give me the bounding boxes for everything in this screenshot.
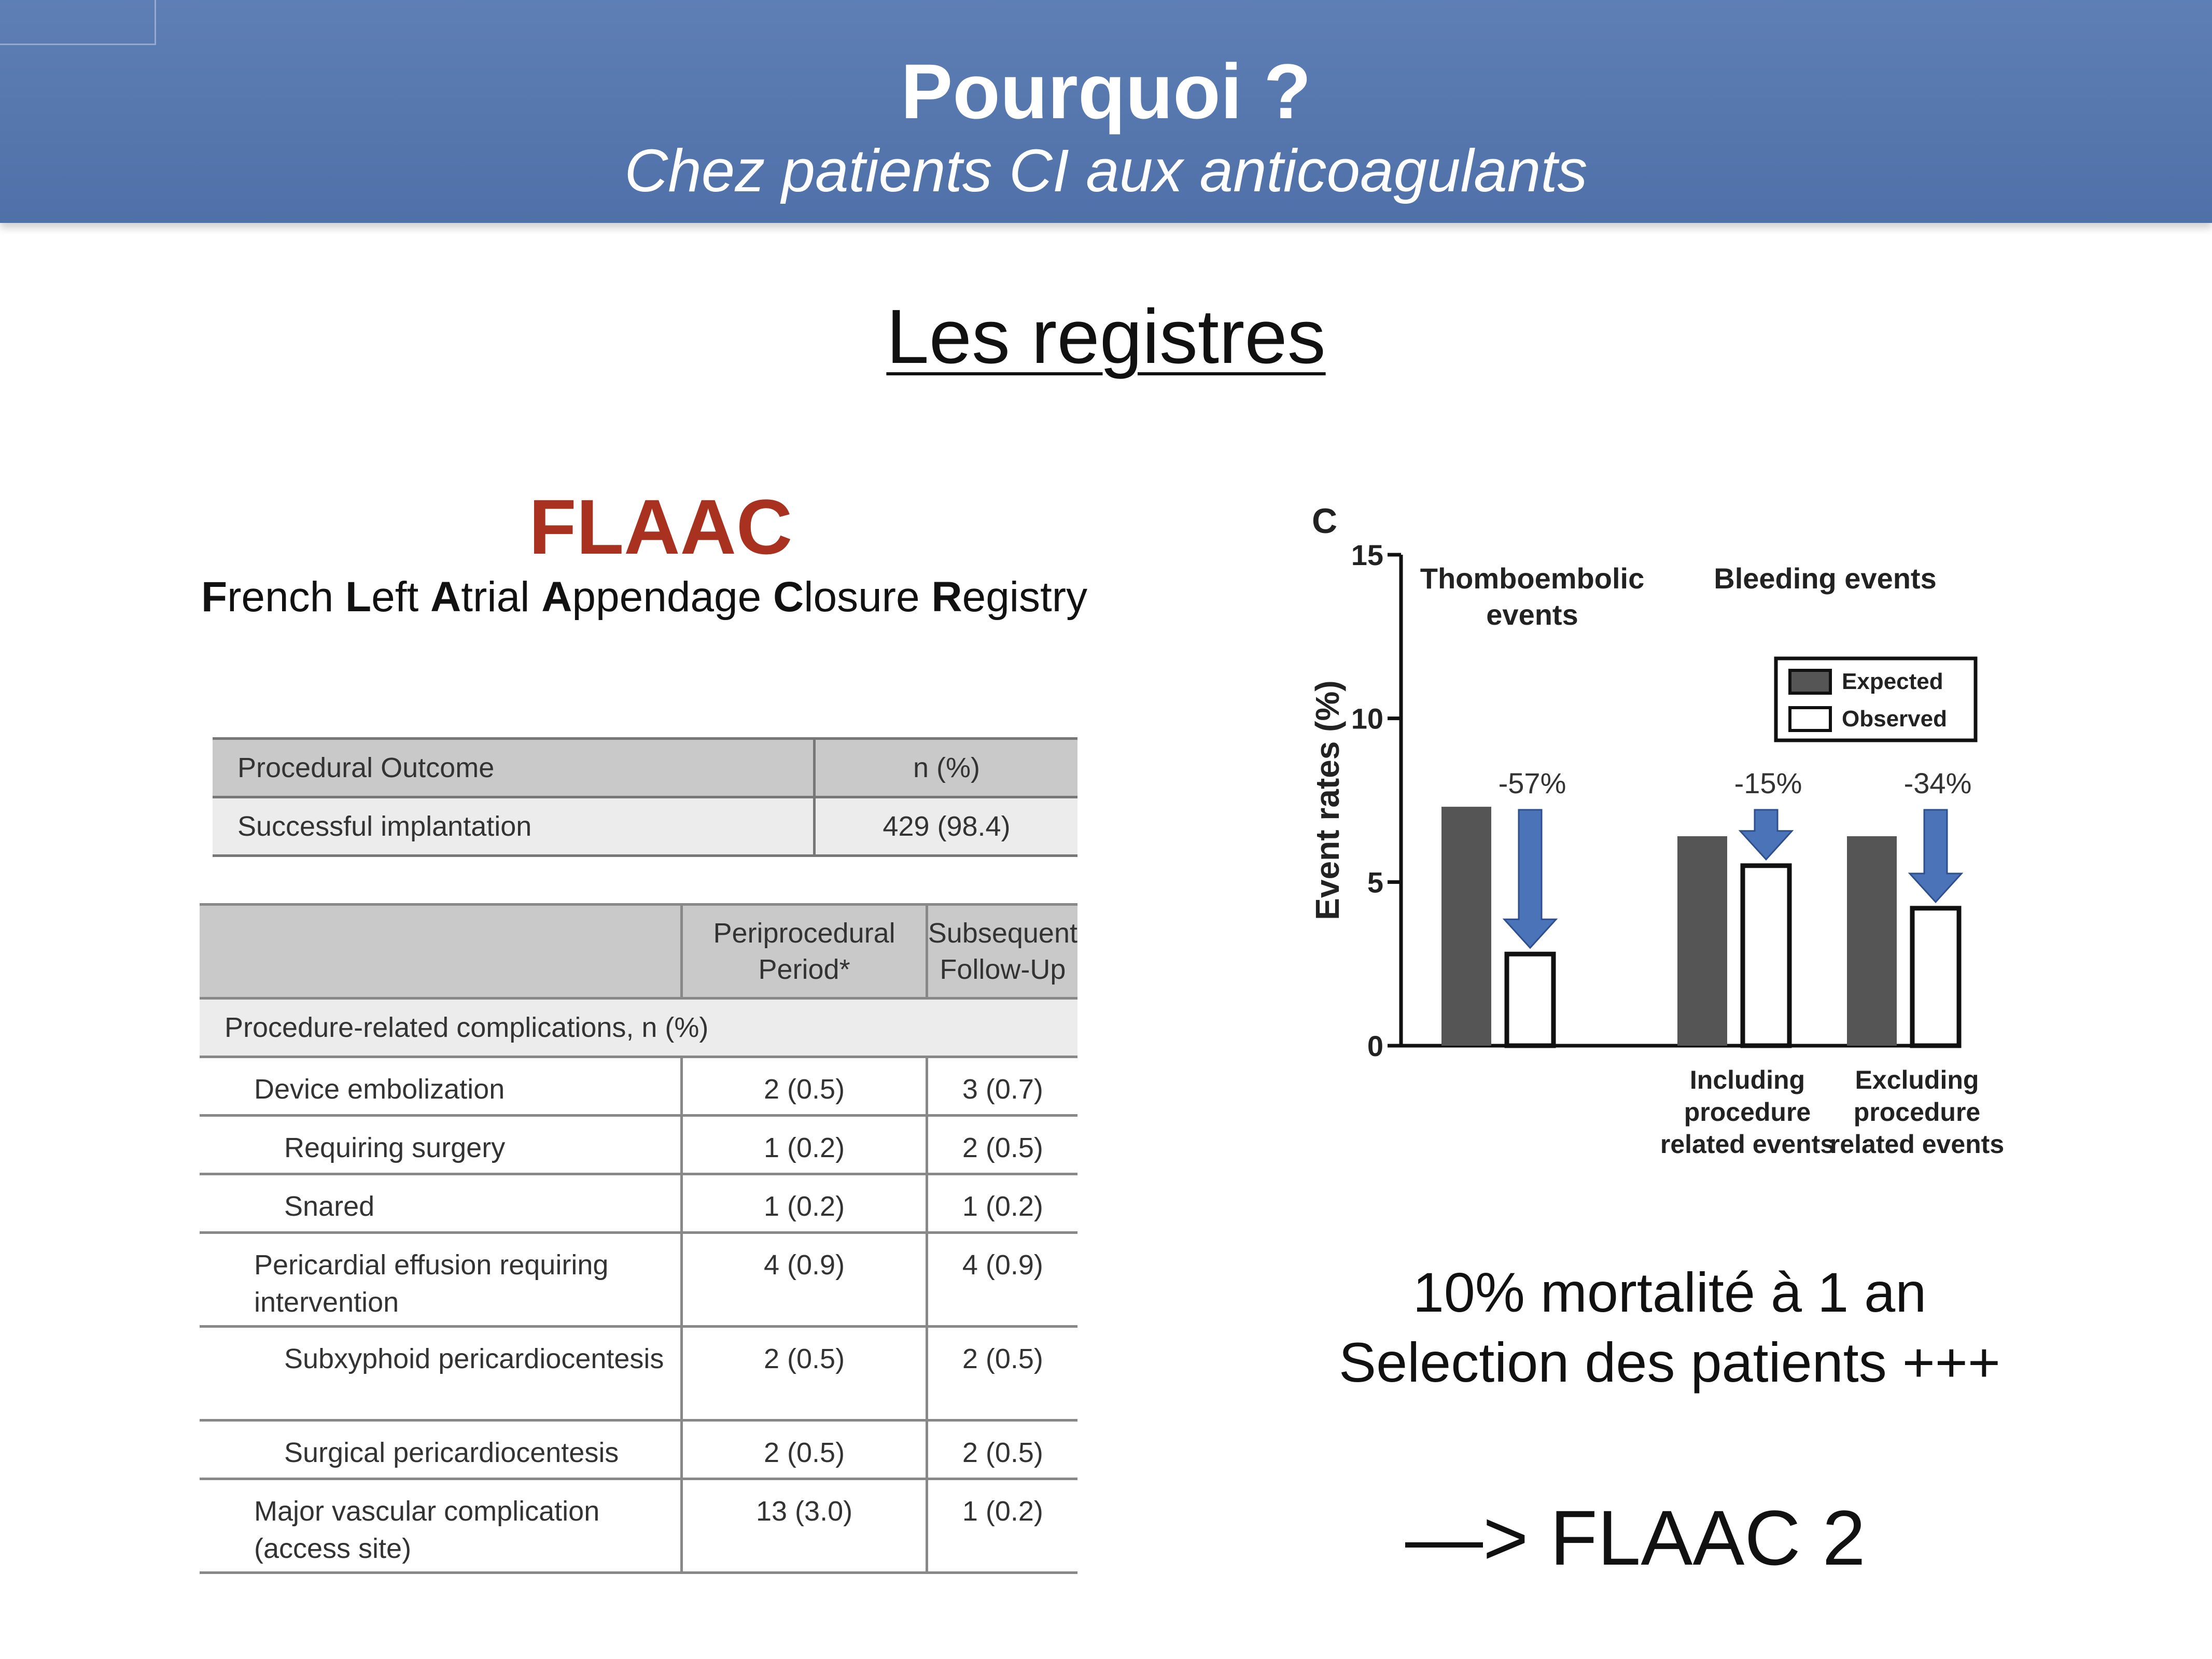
flaac-expansion xyxy=(201,573,1087,622)
y-tick-label: 5 xyxy=(1367,866,1383,899)
reduction-arrow xyxy=(1504,810,1556,948)
table-row xyxy=(200,1479,1077,1573)
periprocedural-value: 2 (0.5) xyxy=(682,1327,927,1421)
bar-expected xyxy=(1677,836,1727,1046)
table-header-row xyxy=(200,905,1077,999)
chart-svg xyxy=(1291,498,2017,1172)
header-cell xyxy=(200,905,682,999)
table-row xyxy=(200,1116,1077,1174)
next-study-note: —> FLAAC 2 xyxy=(1405,1494,1866,1581)
followup-value: 3 (0.7) xyxy=(927,1057,1077,1116)
header-cell xyxy=(682,905,927,999)
table-header-row xyxy=(213,739,1077,797)
initial: A xyxy=(430,573,461,621)
periprocedural-value: 13 (3.0) xyxy=(682,1479,927,1573)
x-category-label: Including procedure related events xyxy=(1660,1065,1835,1159)
word-rest: egistry xyxy=(962,573,1088,621)
periprocedural-value: 1 (0.2) xyxy=(682,1174,927,1233)
header-text: Periprocedural Period* xyxy=(713,918,895,985)
table-row xyxy=(200,1421,1077,1479)
legend-swatch xyxy=(1790,670,1830,693)
initial: F xyxy=(201,573,228,621)
word-rest: trial xyxy=(461,573,542,621)
y-tick-label: 15 xyxy=(1351,539,1383,571)
reduction-label: -34% xyxy=(1903,767,1972,799)
table-cell: 429 (98.4) xyxy=(815,797,1078,856)
y-tick-label: 0 xyxy=(1367,1030,1383,1062)
periprocedural-value: 2 (0.5) xyxy=(682,1421,927,1479)
initial: R xyxy=(931,573,962,621)
mortality-note: 10% mortalité à 1 an xyxy=(1412,1261,1927,1324)
word-rest: ppendage xyxy=(572,573,774,621)
row-label: Surgical pericardiocentesis xyxy=(200,1421,682,1479)
word-rest: eft xyxy=(371,573,431,621)
flaac-title: FLAAC xyxy=(529,483,793,570)
bar-observed xyxy=(1743,866,1789,1046)
y-axis-label: Event rates (%) xyxy=(1309,680,1346,920)
slide-subtitle: Chez patients CI aux anticoagulants xyxy=(624,137,1588,204)
section-row xyxy=(200,999,1077,1057)
slide-title: Pourquoi ? xyxy=(901,48,1311,135)
row-label: Snared xyxy=(200,1174,682,1233)
row-label: Major vascular complication (access site) xyxy=(200,1479,682,1573)
bar-expected xyxy=(1847,836,1897,1046)
table-row xyxy=(200,1057,1077,1116)
initial: L xyxy=(345,573,372,621)
header-cell: Procedural Outcome xyxy=(213,739,815,797)
periprocedural-value: 4 (0.9) xyxy=(682,1233,927,1327)
row-label: Requiring surgery xyxy=(200,1116,682,1174)
reduction-arrow xyxy=(1740,810,1792,860)
initial: A xyxy=(541,573,572,621)
group-title: Thomboembolic events xyxy=(1420,562,1645,631)
row-label: Pericardial effusion requiring intervention xyxy=(200,1233,682,1327)
periprocedural-value: 1 (0.2) xyxy=(682,1116,927,1174)
corner-frame xyxy=(0,0,156,45)
table-cell: Successful implantation xyxy=(213,797,815,856)
group-title: Bleeding events xyxy=(1714,562,1937,595)
table-row xyxy=(213,797,1077,856)
word-rest: rench xyxy=(227,573,345,621)
section-heading: Les registres xyxy=(886,294,1326,379)
reduction-label: -15% xyxy=(1734,767,1802,799)
followup-value: 2 (0.5) xyxy=(927,1116,1077,1174)
y-tick-label: 10 xyxy=(1351,702,1383,735)
selection-note: Selection des patients +++ xyxy=(1339,1331,2000,1394)
complications-table xyxy=(200,903,1077,1574)
periprocedural-value: 2 (0.5) xyxy=(682,1057,927,1116)
bar-observed xyxy=(1912,908,1959,1046)
panel-label: C xyxy=(1312,501,1338,541)
followup-value: 1 (0.2) xyxy=(927,1479,1077,1573)
reduction-arrow xyxy=(1910,810,1962,902)
followup-value: 4 (0.9) xyxy=(927,1233,1077,1327)
table-row xyxy=(200,1233,1077,1327)
row-label: Device embolization xyxy=(200,1057,682,1116)
initial: C xyxy=(773,573,804,621)
table-row xyxy=(200,1174,1077,1233)
bar-observed xyxy=(1507,954,1553,1046)
header-cell: n (%) xyxy=(815,739,1078,797)
legend-swatch xyxy=(1790,708,1830,730)
followup-value: 2 (0.5) xyxy=(927,1421,1077,1479)
reduction-label: -57% xyxy=(1498,767,1566,799)
followup-value: 2 (0.5) xyxy=(927,1327,1077,1421)
x-category-label: Excluding procedure related events xyxy=(1829,1065,2005,1159)
event-rates-chart xyxy=(1291,498,2017,1172)
word-rest: losure xyxy=(804,573,932,621)
bar-expected xyxy=(1441,807,1491,1046)
table-row xyxy=(200,1327,1077,1421)
legend-label: Expected xyxy=(1842,669,1943,694)
row-label: Subxyphoid pericardiocentesis xyxy=(200,1327,682,1421)
section-label: Procedure-related complications, n (%) xyxy=(200,999,1077,1057)
followup-value: 1 (0.2) xyxy=(927,1174,1077,1233)
header-text: Subsequent Follow-Up xyxy=(928,918,1077,985)
header-cell xyxy=(927,905,1077,999)
procedural-outcome-table xyxy=(213,737,1077,857)
legend-label: Observed xyxy=(1842,706,1947,732)
